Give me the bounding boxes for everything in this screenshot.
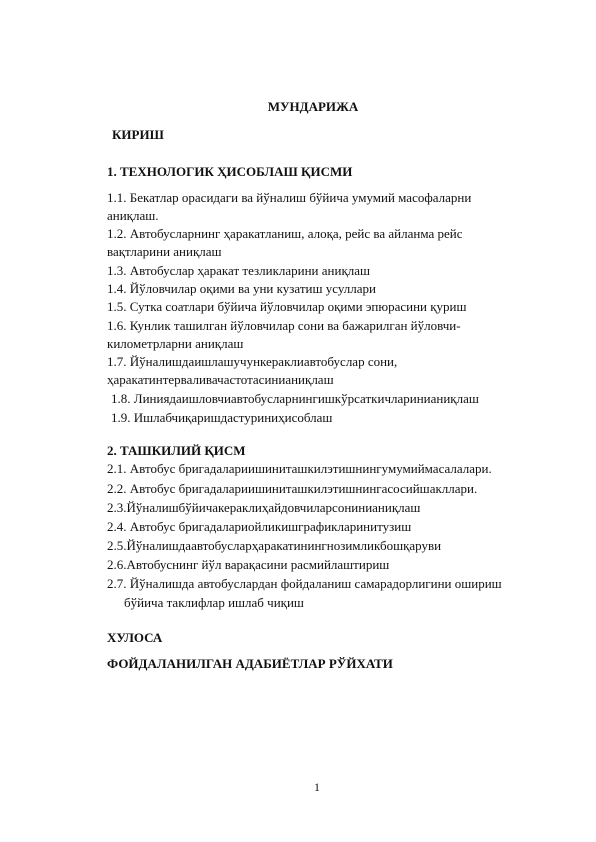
toc-item: 2.1. Автобус бригадалариишиниташкилэтишнингумумиймасалалари. bbox=[107, 461, 492, 476]
toc-item: 1.8. Линиядаишловчиавтобусларнингишкўрсаткичларинианиқлаш bbox=[111, 391, 479, 406]
toc-item: 2.2. Автобус бригадалариишиниташкилэтишнингасосийшакллари. bbox=[107, 481, 478, 496]
toc-item: 1.2. Автобусларнинг ҳаракатланиш, алоқа, рейс ва айланма рейс bbox=[107, 226, 463, 241]
toc-section2-heading: 2. ТАШКИЛИЙ ҚИСМ bbox=[107, 443, 246, 458]
toc-item: 1.1. Бекатлар орасидаги ва йўналиш бўйича умумий масофаларни bbox=[107, 190, 472, 205]
toc-item: 1.5. Сутка соатлари бўйича йўловчилар оқими эпюрасини қуриш bbox=[107, 299, 467, 314]
toc-item: 1.4. Йўловчилар оқими ва уни кузатиш усуллари bbox=[107, 281, 376, 296]
toc-item: бўйича таклифлар ишлаб чиқиш bbox=[124, 595, 304, 610]
page-title: МУНДАРИЖА bbox=[267, 99, 359, 114]
toc-item: вақтларини аниқлаш bbox=[107, 244, 222, 259]
toc-conclusion: ХУЛОСА bbox=[107, 630, 163, 645]
toc-item: 2.7. Йўналишда автобуслардан фойдаланиш самарадорлигини ошириш bbox=[107, 576, 502, 591]
toc-section1-heading: 1. ТЕХНОЛОГИК ҲИСОБЛАШ ҚИСМИ bbox=[107, 164, 353, 179]
toc-item: 2.4. Автобус бригадалариойликишграфикларинитузиш bbox=[107, 519, 412, 534]
toc-item: 1.6. Кунлик ташилган йўловчилар сони ва бажарилган йўловчи- bbox=[107, 318, 461, 333]
toc-item: 1.3. Автобуслар ҳаракат тезликларини аниқлаш bbox=[107, 263, 371, 278]
toc-references: ФОЙДАЛАНИЛГАН АДАБИЁТЛАР РЎЙХАТИ bbox=[107, 656, 393, 671]
toc-item: 2.6.Автобуснинг йўл варақасини расмийлаштириш bbox=[107, 557, 390, 572]
toc-item: 2.3.Йўналишбўйичакераклиҳайдовчиларсонинианиқлаш bbox=[107, 500, 421, 515]
toc-item: аниқлаш. bbox=[107, 208, 159, 223]
page-number: 1 bbox=[314, 780, 320, 794]
toc-item: 2.5.Йўналишдаавтобусларҳаракатинингнозимликбошқаруви bbox=[107, 538, 442, 553]
toc-item: километрларни аниқлаш bbox=[107, 336, 244, 351]
toc-item: 1.9. Ишлабчиқаришдастуриниҳисоблаш bbox=[111, 410, 333, 425]
toc-item: ҳаракатинтерваливачастотасинианиқлаш bbox=[107, 372, 334, 387]
toc-item: 1.7. Йўналишдаишлашучункераклиавтобуслар сони, bbox=[107, 354, 398, 369]
toc-intro: КИРИШ bbox=[112, 127, 164, 142]
